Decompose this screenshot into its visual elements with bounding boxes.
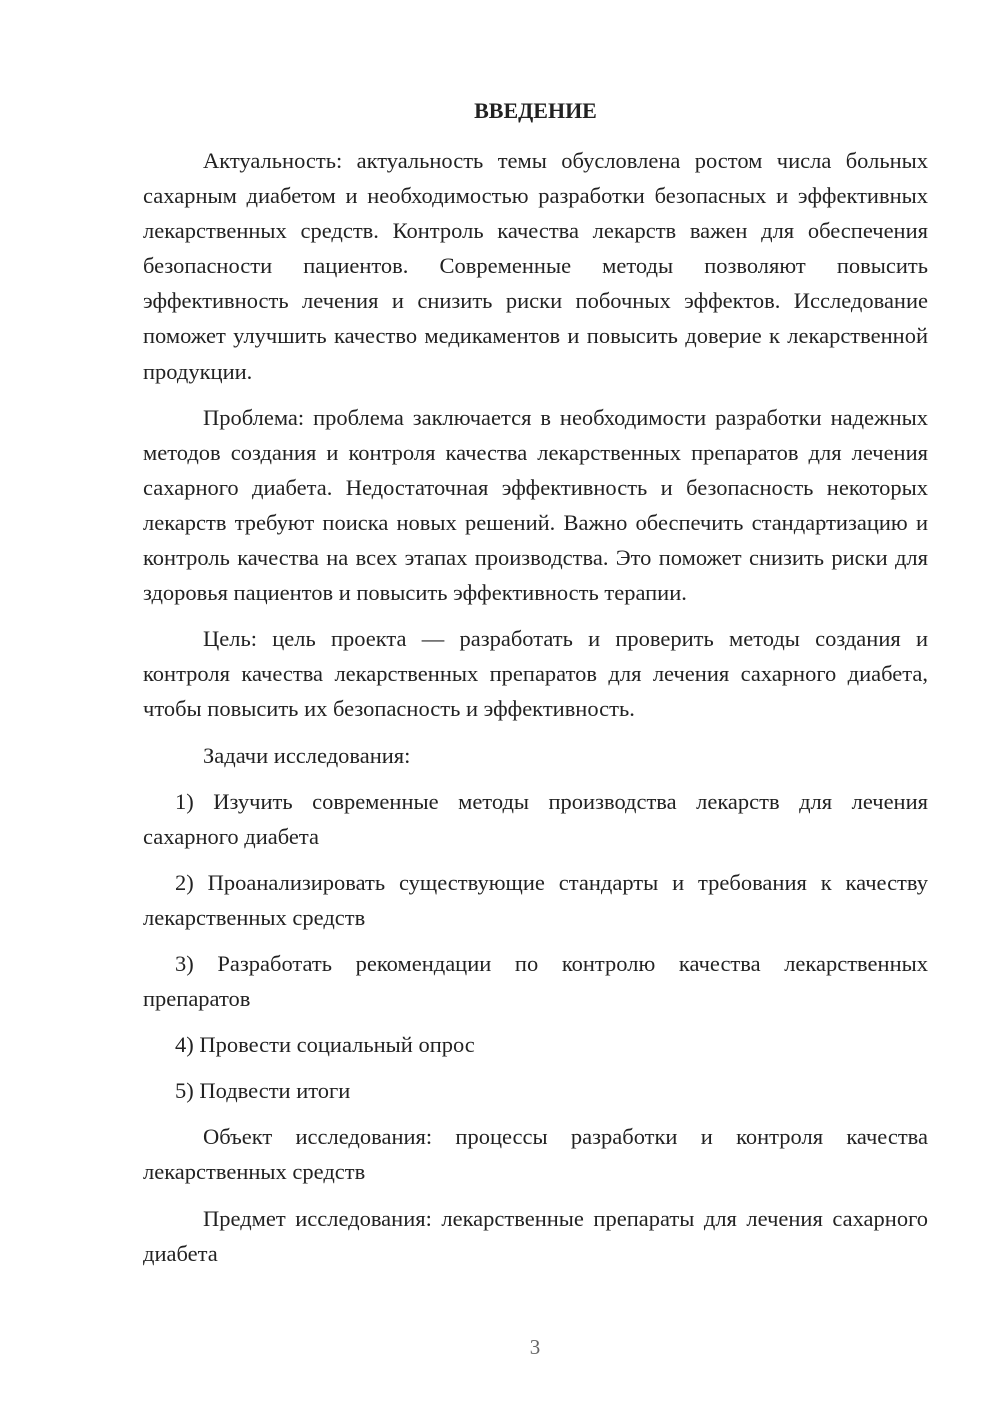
page-number: 3	[529, 1335, 541, 1359]
relevance-paragraph: Актуальность: актуальность темы обусловлена ростом числа больных сахарным диабетом и необходимостью разработки безопасных и эффективных лекарственных средств. Контроль качества лекарств важен для обеспечения безопасности пациентов. Современные методы позволяют повысить эффективность лечения и снизить риски побочных эффектов. Исследование поможет улучшить качество медикаментов и повысить доверие к лекарственной продукции.	[143, 148, 928, 384]
tasks-heading: Задачи исследования:	[203, 742, 411, 768]
list-item: 3) Разработать рекомендации по контролю качества лекарственных препаратов	[143, 950, 928, 1012]
object-paragraph: Объект исследования: процессы разработки и контроля качества лекарственных средств	[143, 1124, 928, 1185]
tasks-list	[143, 784, 928, 1109]
list-item: 2) Проанализировать существующие стандарты и требования к качеству лекарственных средств	[143, 869, 928, 930]
list-item: 5) Подвести итоги	[175, 1078, 351, 1104]
subject-paragraph: Предмет исследования: лекарственные препараты для лечения сахарного диабета	[143, 1205, 928, 1266]
list-item: 1) Изучить современные методы производства лекарств для лечения сахарного диабета	[143, 788, 928, 849]
list-item: 4) Провести социальный опрос	[175, 1032, 475, 1058]
problem-paragraph: Проблема: проблема заключается в необходимости разработки надежных методов создания и контроля качества лекарственных препаратов для лечения сахарного диабета. Недостаточная эффективность и безопасность некоторых лекарств требуют поиска новых решений. Важно обеспечить стандартизацию и контроль качества на всех этапах производства. Это поможет снизить риски для здоровья пациентов и повысить эффективность терапии.	[143, 404, 928, 606]
page-title: ВВЕДЕНИЕ	[474, 98, 597, 123]
goal-paragraph: Цель: цель проекта — разработать и проверить методы создания и контроля качества лекарственных препаратов для лечения сахарного диабета, чтобы повысить их безопасность и эффективность.	[143, 626, 928, 722]
document-page	[143, 94, 928, 1282]
